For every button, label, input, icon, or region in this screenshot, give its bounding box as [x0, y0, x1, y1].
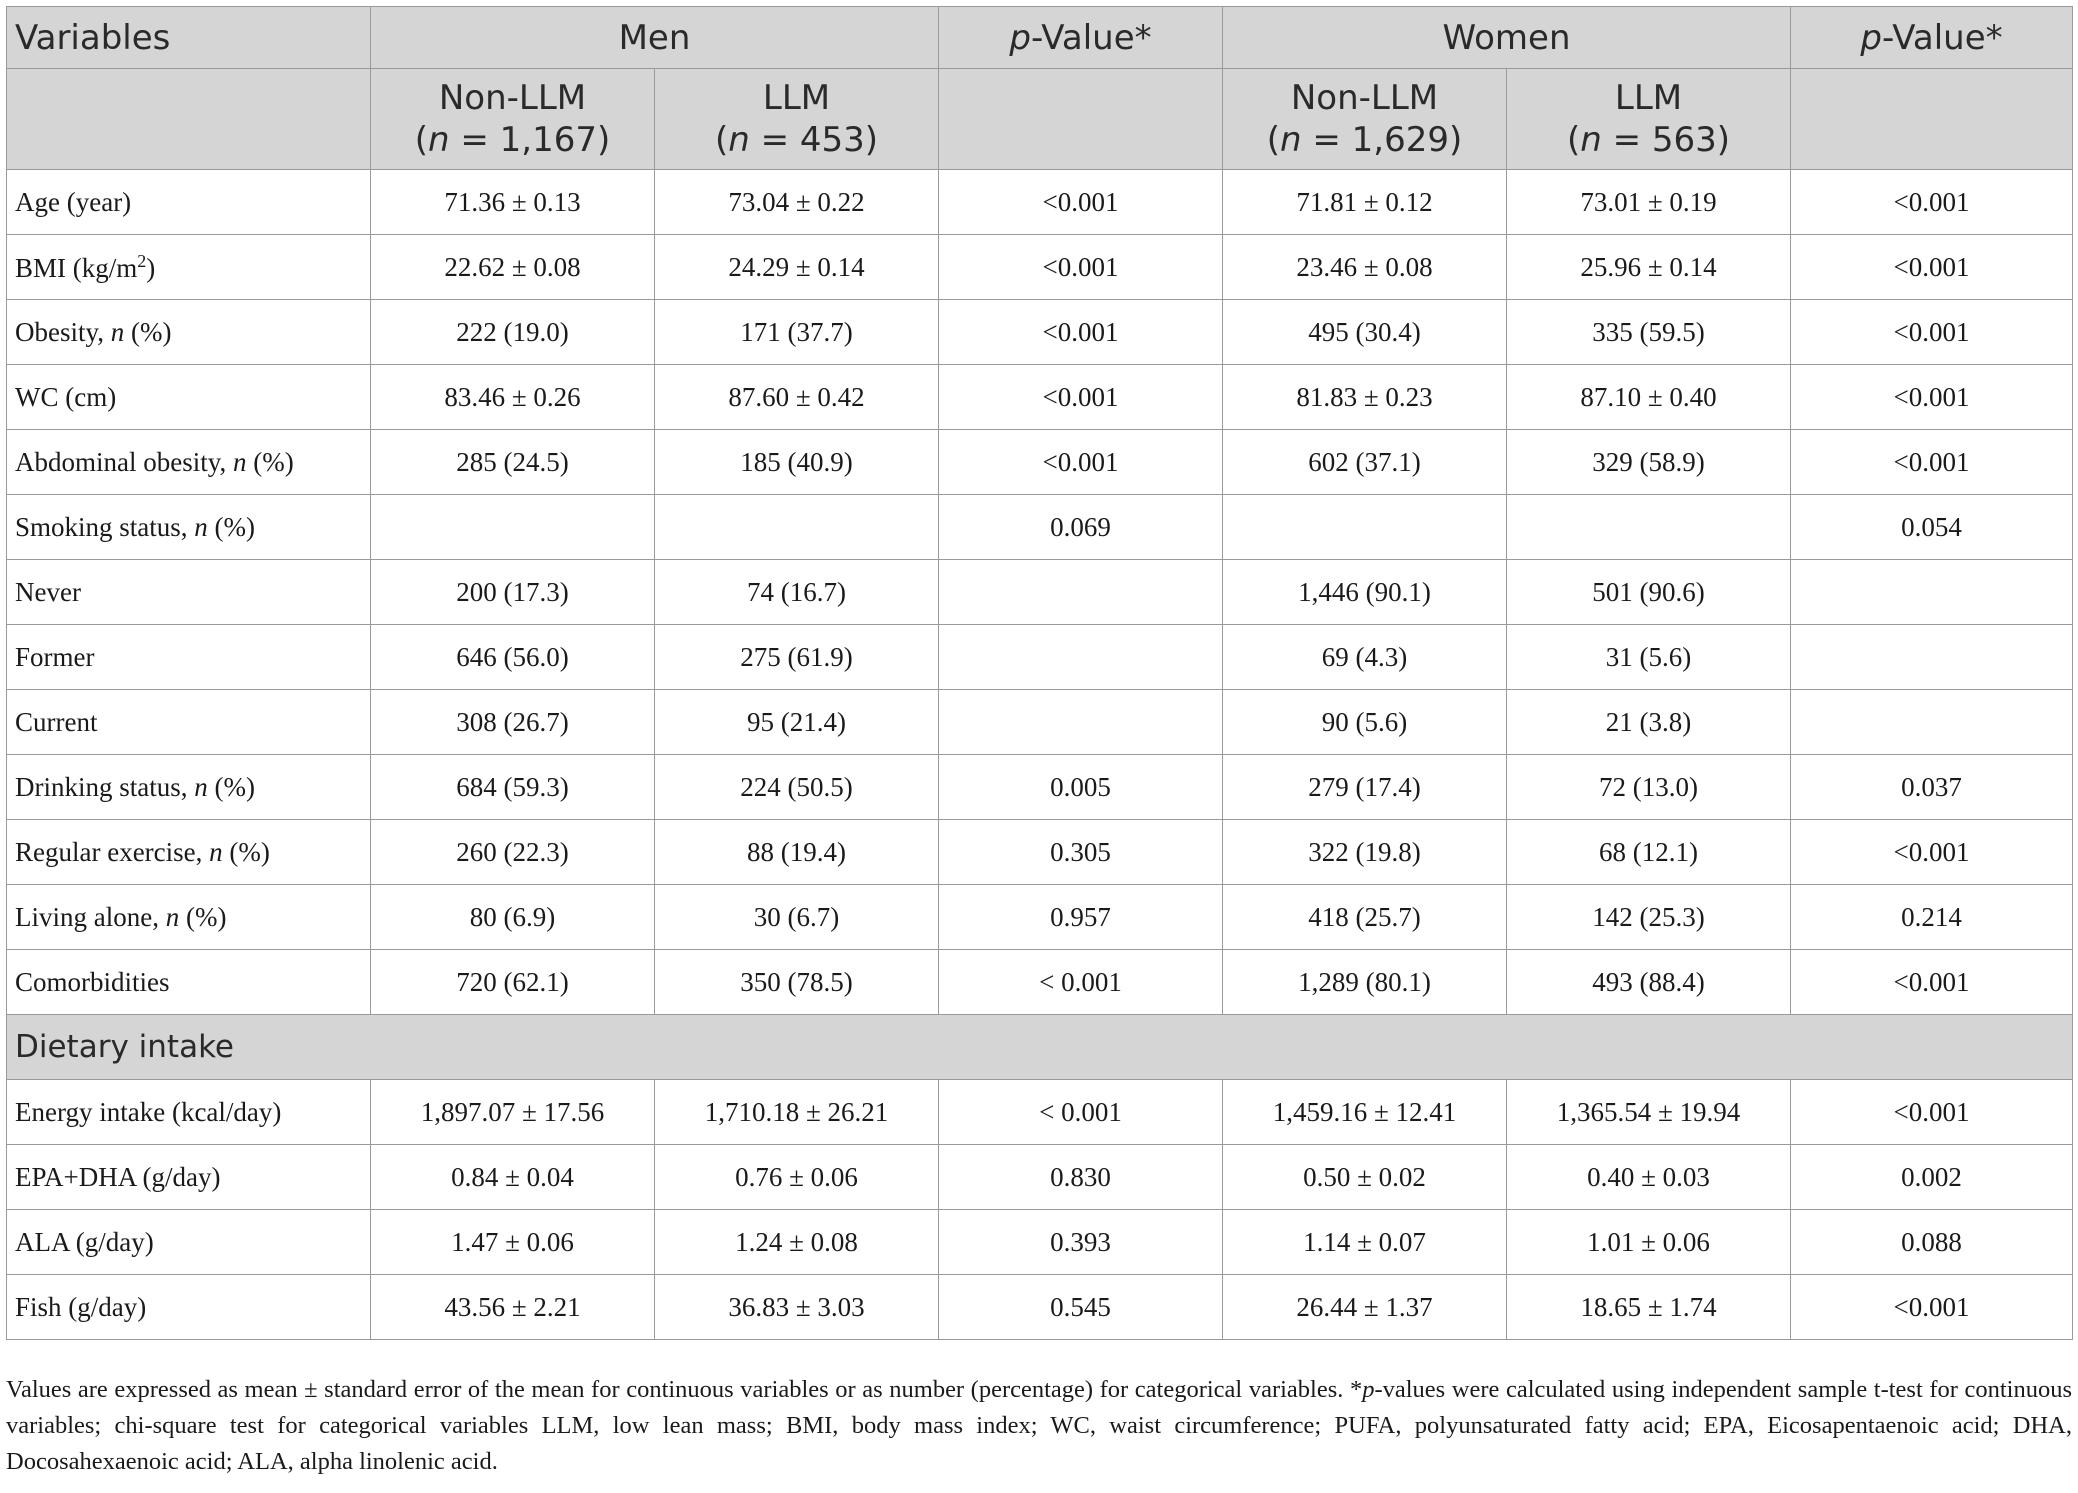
men-pvalue-cell: 0.957 [939, 885, 1223, 950]
n-value: = 563) [1601, 120, 1731, 160]
men-nonllm-cell: 1.47 ± 0.06 [371, 1210, 655, 1275]
women-pvalue-cell [1791, 690, 2073, 755]
women-nonllm-cell: 69 (4.3) [1223, 625, 1507, 690]
women-pvalue-cell: <0.001 [1791, 170, 2073, 235]
men-llm-cell: 171 (37.7) [655, 300, 939, 365]
table-row [7, 495, 2073, 560]
men-llm-cell: 30 (6.7) [655, 885, 939, 950]
women-pvalue-cell: <0.001 [1791, 430, 2073, 495]
table-row [7, 885, 2073, 950]
men-nonllm-cell: 22.62 ± 0.08 [371, 235, 655, 300]
table-row [7, 235, 2073, 300]
label-text: ) [146, 252, 156, 283]
row-label [7, 300, 371, 365]
label-text: Living alone, [15, 901, 166, 932]
women-nonllm-cell: 322 (19.8) [1223, 820, 1507, 885]
section-row [7, 1015, 2073, 1080]
header-women-llm [1507, 69, 1791, 170]
footnote-part1: Values are expressed as mean ± standard error of the mean for continuous variables or as number (percentage) for categorical variables. * [6, 1376, 1363, 1403]
men-llm-cell: 224 (50.5) [655, 755, 939, 820]
row-label: Current [7, 690, 371, 755]
label-text: Smoking status, [15, 511, 195, 542]
men-pvalue-cell: < 0.001 [939, 950, 1223, 1015]
table-row [7, 430, 2073, 495]
label-text: (%) [207, 511, 256, 542]
men-llm-cell: 350 (78.5) [655, 950, 939, 1015]
women-nonllm-cell: 495 (30.4) [1223, 300, 1507, 365]
men-nonllm-cell: 0.84 ± 0.04 [371, 1145, 655, 1210]
men-pvalue-cell: 0.069 [939, 495, 1223, 560]
row-label: Comorbidities [7, 950, 371, 1015]
women-nonllm-cell [1223, 495, 1507, 560]
table-row [7, 365, 2073, 430]
header-row-2 [7, 69, 2073, 170]
men-nonllm-cell: 71.36 ± 0.13 [371, 170, 655, 235]
women-llm-cell: 0.40 ± 0.03 [1507, 1145, 1791, 1210]
group-label: Non-LLM [438, 78, 587, 118]
header-variables: Variables [7, 7, 371, 69]
men-pvalue-cell: 0.393 [939, 1210, 1223, 1275]
label-text: (%) [207, 771, 255, 802]
table-row [7, 1275, 2073, 1340]
pvalue-label: -Value* [1030, 17, 1152, 58]
women-pvalue-cell: <0.001 [1791, 1275, 2073, 1340]
women-llm-cell: 335 (59.5) [1507, 300, 1791, 365]
women-llm-cell: 72 (13.0) [1507, 755, 1791, 820]
row-label [7, 495, 371, 560]
men-nonllm-cell: 83.46 ± 0.26 [371, 365, 655, 430]
men-nonllm-cell: 200 (17.3) [371, 560, 655, 625]
women-llm-cell: 87.10 ± 0.40 [1507, 365, 1791, 430]
women-llm-cell: 493 (88.4) [1507, 950, 1791, 1015]
table-row [7, 1145, 2073, 1210]
women-pvalue-cell: 0.002 [1791, 1145, 2073, 1210]
label-text: Obesity, [15, 316, 111, 347]
table-row [7, 300, 2073, 365]
label-italic: n [194, 511, 208, 542]
women-pvalue-cell: 0.214 [1791, 885, 2073, 950]
women-llm-cell [1507, 495, 1791, 560]
label-italic: n [110, 316, 125, 347]
row-label: Fish (g/day) [7, 1275, 371, 1340]
men-llm-cell: 24.29 ± 0.14 [655, 235, 939, 300]
women-nonllm-cell: 81.83 ± 0.23 [1223, 365, 1507, 430]
men-nonllm-cell: 43.56 ± 2.21 [371, 1275, 655, 1340]
women-pvalue-cell [1791, 625, 2073, 690]
men-nonllm-cell: 684 (59.3) [371, 755, 655, 820]
n-italic: n [428, 120, 450, 160]
row-label [7, 885, 371, 950]
group-label: LLM [1614, 78, 1683, 118]
n-italic: n [1580, 120, 1602, 160]
men-nonllm-cell: 1,897.07 ± 17.56 [371, 1080, 655, 1145]
women-pvalue-cell: <0.001 [1791, 300, 2073, 365]
pvalue-label: -Value* [1881, 17, 2003, 58]
men-nonllm-cell: 308 (26.7) [371, 690, 655, 755]
table-row [7, 950, 2073, 1015]
footnote-part2: -values were calculated using independent sample t-test for continuous variables; chi-square test for categorical variables LLM, low lean mass; BMI, body mass index; WC, waist circumference; PUFA, polyunsaturated fatty acid; EPA, Eicosapentaenoic acid; DHA, Docosahexaenoic acid; ALA, alpha linolenic acid. [6, 1376, 2072, 1475]
header-men-nonllm [371, 69, 655, 170]
table-footnote [6, 1372, 2072, 1480]
women-pvalue-cell: <0.001 [1791, 950, 2073, 1015]
women-pvalue-cell: <0.001 [1791, 235, 2073, 300]
row-label: Never [7, 560, 371, 625]
group-label: LLM [762, 78, 831, 118]
men-llm-cell: 1.24 ± 0.08 [655, 1210, 939, 1275]
men-nonllm-cell: 646 (56.0) [371, 625, 655, 690]
men-llm-cell: 275 (61.9) [655, 625, 939, 690]
header-men-llm [655, 69, 939, 170]
women-pvalue-cell: 0.054 [1791, 495, 2073, 560]
women-nonllm-cell: 1,289 (80.1) [1223, 950, 1507, 1015]
men-llm-cell: 74 (16.7) [655, 560, 939, 625]
n-italic: n [1280, 120, 1302, 160]
men-pvalue-cell: <0.001 [939, 365, 1223, 430]
row-label [7, 820, 371, 885]
women-nonllm-cell: 602 (37.1) [1223, 430, 1507, 495]
men-pvalue-cell: <0.001 [939, 235, 1223, 300]
table-container [6, 6, 2072, 1340]
row-label [7, 755, 371, 820]
row-label: EPA+DHA (g/day) [7, 1145, 371, 1210]
header-pvalue-men [939, 7, 1223, 69]
women-llm-cell: 142 (25.3) [1507, 885, 1791, 950]
women-llm-cell: 501 (90.6) [1507, 560, 1791, 625]
women-nonllm-cell: 23.46 ± 0.08 [1223, 235, 1507, 300]
label-superscript: 2 [137, 250, 147, 271]
men-nonllm-cell: 80 (6.9) [371, 885, 655, 950]
n-value: = 1,629) [1301, 120, 1463, 160]
row-label: Energy intake (kcal/day) [7, 1080, 371, 1145]
n-value: = 453) [749, 120, 879, 160]
women-pvalue-cell: <0.001 [1791, 820, 2073, 885]
table-body [7, 170, 2073, 1340]
label-text: (%) [246, 446, 294, 477]
table-row [7, 170, 2073, 235]
women-nonllm-cell: 26.44 ± 1.37 [1223, 1275, 1507, 1340]
men-pvalue-cell: <0.001 [939, 170, 1223, 235]
label-italic: n [194, 771, 208, 802]
women-nonllm-cell: 1.14 ± 0.07 [1223, 1210, 1507, 1275]
row-label [7, 430, 371, 495]
n-value: = 1,167) [449, 120, 611, 160]
label-italic: n [232, 446, 247, 477]
label-italic: n [209, 836, 223, 867]
n-open: ( [414, 120, 428, 160]
label-text: BMI (kg/m [15, 252, 138, 283]
table-row [7, 560, 2073, 625]
men-nonllm-cell: 285 (24.5) [371, 430, 655, 495]
n-open: ( [1266, 120, 1280, 160]
table-row [7, 820, 2073, 885]
women-nonllm-cell: 90 (5.6) [1223, 690, 1507, 755]
table-row [7, 1080, 2073, 1145]
label-italic: n [165, 901, 180, 932]
label-text: Regular exercise, [15, 836, 210, 867]
women-llm-cell: 31 (5.6) [1507, 625, 1791, 690]
women-pvalue-cell: 0.037 [1791, 755, 2073, 820]
header-row-1 [7, 7, 2073, 69]
header-empty [7, 69, 371, 170]
characteristics-table [6, 6, 2073, 1340]
men-nonllm-cell: 222 (19.0) [371, 300, 655, 365]
men-pvalue-cell: 0.005 [939, 755, 1223, 820]
men-llm-cell [655, 495, 939, 560]
label-text: (%) [124, 316, 172, 347]
women-nonllm-cell: 418 (25.7) [1223, 885, 1507, 950]
men-pvalue-cell: 0.305 [939, 820, 1223, 885]
men-llm-cell: 36.83 ± 3.03 [655, 1275, 939, 1340]
label-text: Abdominal obesity, [15, 446, 233, 477]
women-nonllm-cell: 279 (17.4) [1223, 755, 1507, 820]
table-row [7, 625, 2073, 690]
men-pvalue-cell [939, 625, 1223, 690]
women-llm-cell: 1.01 ± 0.06 [1507, 1210, 1791, 1275]
header-pvalue-women [1791, 7, 2073, 69]
men-llm-cell: 185 (40.9) [655, 430, 939, 495]
pvalue-italic-p: p [1860, 17, 1882, 58]
women-pvalue-cell: 0.088 [1791, 1210, 2073, 1275]
footnote-italic-p: p [1362, 1376, 1375, 1403]
men-pvalue-cell: <0.001 [939, 300, 1223, 365]
table-row [7, 690, 2073, 755]
women-nonllm-cell: 0.50 ± 0.02 [1223, 1145, 1507, 1210]
women-llm-cell: 18.65 ± 1.74 [1507, 1275, 1791, 1340]
women-nonllm-cell: 1,459.16 ± 12.41 [1223, 1080, 1507, 1145]
women-nonllm-cell: 71.81 ± 0.12 [1223, 170, 1507, 235]
n-open: ( [714, 120, 729, 160]
row-label: Former [7, 625, 371, 690]
men-nonllm-cell: 720 (62.1) [371, 950, 655, 1015]
header-women: Women [1223, 7, 1791, 69]
header-men: Men [371, 7, 939, 69]
men-pvalue-cell: 0.545 [939, 1275, 1223, 1340]
label-text: (%) [179, 901, 227, 932]
group-label: Non-LLM [1290, 78, 1439, 118]
table-row [7, 1210, 2073, 1275]
women-pvalue-cell: <0.001 [1791, 1080, 2073, 1145]
label-text: Drinking status, [15, 771, 195, 802]
pvalue-italic-p: p [1009, 17, 1031, 58]
row-label: ALA (g/day) [7, 1210, 371, 1275]
women-pvalue-cell [1791, 560, 2073, 625]
row-label [7, 235, 371, 300]
men-pvalue-cell: <0.001 [939, 430, 1223, 495]
men-pvalue-cell: 0.830 [939, 1145, 1223, 1210]
men-llm-cell: 88 (19.4) [655, 820, 939, 885]
women-llm-cell: 21 (3.8) [1507, 690, 1791, 755]
n-italic: n [728, 120, 750, 160]
row-label: Age (year) [7, 170, 371, 235]
section-title: Dietary intake [7, 1015, 2073, 1080]
table-header [7, 7, 2073, 170]
men-nonllm-cell [371, 495, 655, 560]
women-llm-cell: 329 (58.9) [1507, 430, 1791, 495]
men-llm-cell: 87.60 ± 0.42 [655, 365, 939, 430]
n-open: ( [1566, 120, 1581, 160]
women-llm-cell: 1,365.54 ± 19.94 [1507, 1080, 1791, 1145]
men-nonllm-cell: 260 (22.3) [371, 820, 655, 885]
women-nonllm-cell: 1,446 (90.1) [1223, 560, 1507, 625]
women-llm-cell: 68 (12.1) [1507, 820, 1791, 885]
men-pvalue-cell: < 0.001 [939, 1080, 1223, 1145]
men-pvalue-cell [939, 690, 1223, 755]
header-empty [1791, 69, 2073, 170]
header-empty [939, 69, 1223, 170]
row-label: WC (cm) [7, 365, 371, 430]
women-pvalue-cell: <0.001 [1791, 365, 2073, 430]
label-text: (%) [222, 836, 270, 867]
men-llm-cell: 95 (21.4) [655, 690, 939, 755]
men-llm-cell: 73.04 ± 0.22 [655, 170, 939, 235]
women-llm-cell: 25.96 ± 0.14 [1507, 235, 1791, 300]
header-women-nonllm [1223, 69, 1507, 170]
men-llm-cell: 1,710.18 ± 26.21 [655, 1080, 939, 1145]
women-llm-cell: 73.01 ± 0.19 [1507, 170, 1791, 235]
men-llm-cell: 0.76 ± 0.06 [655, 1145, 939, 1210]
table-row [7, 755, 2073, 820]
men-pvalue-cell [939, 560, 1223, 625]
